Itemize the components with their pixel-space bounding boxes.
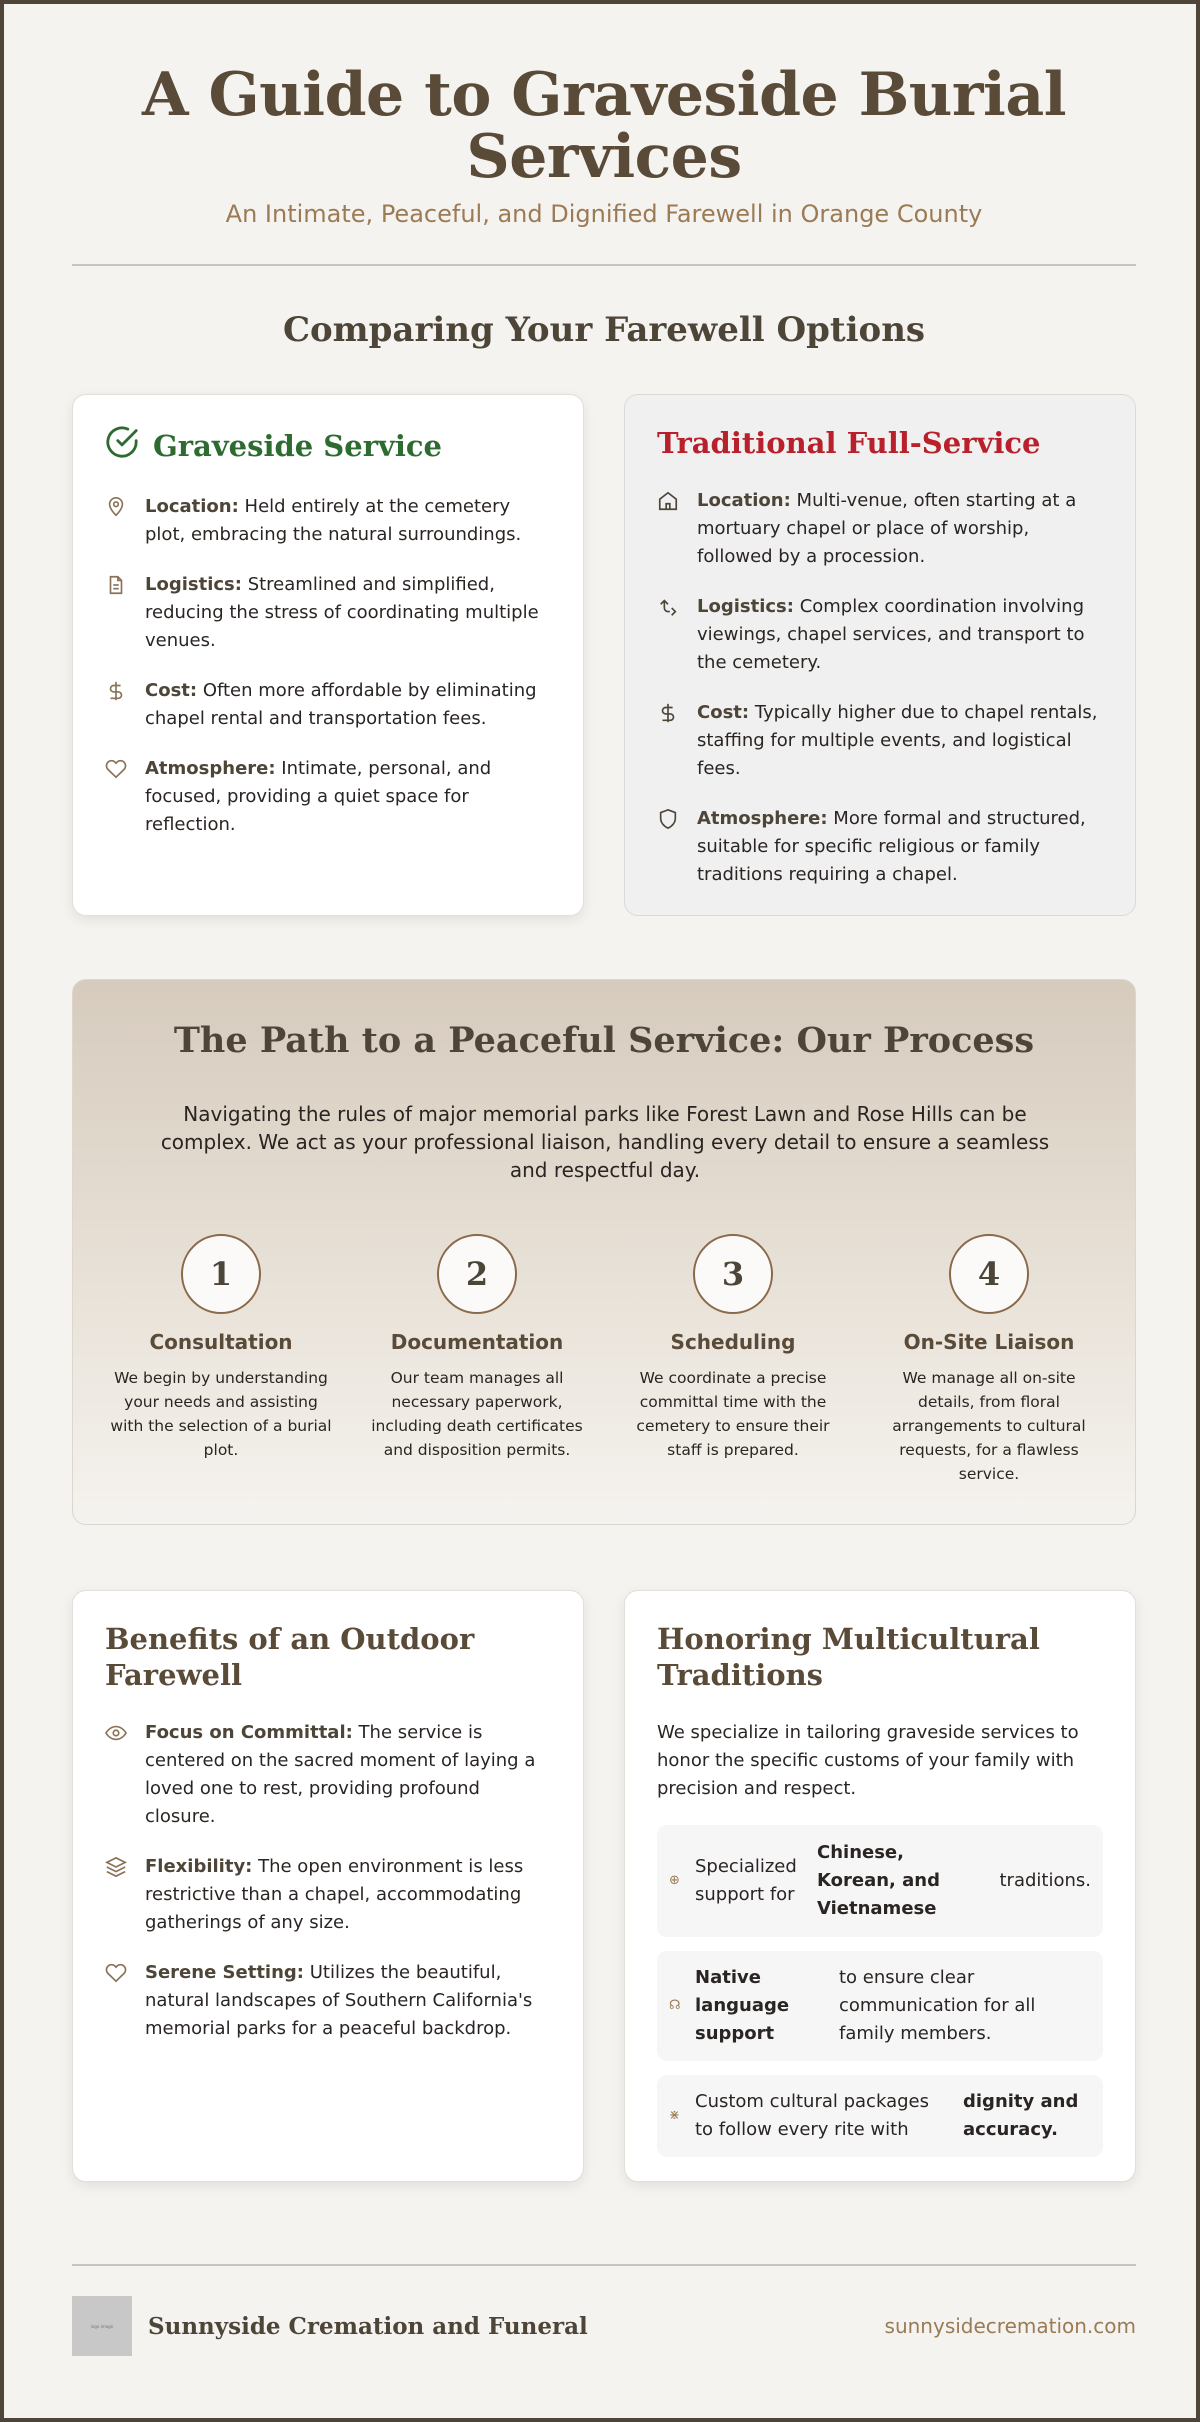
shield-icon xyxy=(657,808,679,889)
traditional-card xyxy=(624,394,1136,916)
header-divider xyxy=(72,264,1136,266)
box-bold-text: Native language support xyxy=(695,1967,790,2044)
box-post-text: traditions. xyxy=(999,1870,1091,1891)
logo-text: logo image xyxy=(90,2323,114,2329)
footer xyxy=(72,2294,1136,2358)
multicultural-box-languages xyxy=(657,1825,1103,1937)
page-header xyxy=(72,60,1136,228)
document-icon xyxy=(105,574,127,655)
comparison-section-title: Comparing Your Farewell Options xyxy=(282,310,926,350)
heart-icon xyxy=(105,758,127,839)
item-text: Multi-venue, often starting at a mortuary chapel or place of worship, followed by a procession. xyxy=(697,490,1077,567)
item-text: Utilizes the beautiful, natural landscapes of Southern California's memorial parks for a peaceful backdrop. xyxy=(145,1962,533,2039)
graveside-item-logistics xyxy=(105,571,551,655)
item-label: Atmosphere: xyxy=(145,758,276,779)
item-text: More formal and structured, suitable for specific religious or family traditions requiring a chapel. xyxy=(697,808,1086,885)
layers-icon xyxy=(105,1856,127,1937)
graveside-item-location xyxy=(105,493,551,549)
step-number: 4 xyxy=(949,1234,1029,1314)
step-text: We manage all on-site details, from floral arrangements to cultural requests, for a flawless service. xyxy=(892,1369,1086,1483)
page-title: A Guide to Graveside Burial Services xyxy=(142,60,1066,192)
box-post-text: to ensure clear communication for all family members. xyxy=(839,1967,1036,2044)
item-text: Streamlined and simplified, reducing the stress of coordinating multiple venues. xyxy=(145,574,539,651)
globe-icon: ⊕ xyxy=(669,1873,680,1888)
step-title: Scheduling xyxy=(670,1330,796,1354)
route-icon xyxy=(657,596,679,677)
process-step xyxy=(861,1234,1117,1486)
home-icon xyxy=(657,490,679,571)
multicultural-card xyxy=(624,1590,1136,2182)
dollar-icon xyxy=(105,680,127,733)
box-pre-text: Custom cultural packages to follow every rite with xyxy=(695,2091,929,2140)
page-subtitle: An Intimate, Peaceful, and Dignified Farewell in Orange County xyxy=(225,200,983,228)
process-intro: Navigating the rules of major memorial parks like Forest Lawn and Rose Hills can be complex. We act as your professional liaison, handling every detail to ensure a seamless and respectful day. xyxy=(160,1102,1050,1182)
process-step xyxy=(93,1234,349,1486)
step-number: 3 xyxy=(693,1234,773,1314)
step-text: We coordinate a precise committal time with the cemetery to ensure their staff is prepared. xyxy=(636,1369,830,1459)
item-text: Complex coordination involving viewings, chapel services, and transport to the cemetery. xyxy=(697,596,1085,673)
graveside-item-cost xyxy=(105,677,551,733)
item-label: Location: xyxy=(697,490,791,511)
traditional-item-cost xyxy=(657,699,1103,783)
step-title: Consultation xyxy=(149,1330,293,1354)
step-title: Documentation xyxy=(390,1330,564,1354)
benefit-item-focus xyxy=(105,1719,551,1831)
benefits-card xyxy=(72,1590,584,2182)
item-text: The service is centered on the sacred moment of laying a loved one to rest, providing profound closure. xyxy=(145,1722,536,1827)
item-label: Flexibility: xyxy=(145,1856,253,1877)
eye-icon xyxy=(105,1722,127,1831)
traditional-card-title xyxy=(657,425,1103,461)
step-number: 1 xyxy=(181,1234,261,1314)
step-text: Our team manages all necessary paperwork, including death certificates and disposition permits. xyxy=(371,1369,583,1459)
item-label: Serene Setting: xyxy=(145,1962,304,1983)
box-pre-text: Specialized support for xyxy=(695,1856,797,1905)
box-bold-text: Chinese, Korean, and Vietnamese xyxy=(817,1842,940,1919)
traditional-item-logistics xyxy=(657,593,1103,677)
graveside-card xyxy=(72,394,584,916)
item-label: Location: xyxy=(145,496,239,517)
graveside-item-atmosphere xyxy=(105,755,551,839)
process-title: The Path to a Peaceful Service: Our Process xyxy=(173,1020,1035,1061)
graveside-card-title xyxy=(105,425,551,467)
benefit-item-setting xyxy=(105,1959,551,2043)
company-logo xyxy=(72,2296,132,2356)
heart-icon xyxy=(105,1962,127,2043)
traditional-item-location xyxy=(657,487,1103,571)
footer-divider xyxy=(72,2264,1136,2266)
item-label: Cost: xyxy=(697,702,750,723)
step-title: On-Site Liaison xyxy=(903,1330,1075,1354)
multicultural-box-native-language xyxy=(657,1951,1103,2061)
item-label: Logistics: xyxy=(145,574,242,595)
box-bold-text: dignity and accuracy. xyxy=(963,2091,1079,2140)
sparkle-icon: ⋇ xyxy=(669,2108,680,2123)
item-text: The open environment is less restrictive than a chapel, accommodating gatherings of any size. xyxy=(145,1856,524,1933)
benefits-card-title: Benefits of an Outdoor Farewell xyxy=(105,1622,475,1692)
company-name: Sunnyside Cremation and Funeral xyxy=(148,2312,588,2340)
item-text: Intimate, personal, and focused, providing a quiet space for reflection. xyxy=(145,758,492,835)
item-label: Atmosphere: xyxy=(697,808,828,829)
step-number: 2 xyxy=(437,1234,517,1314)
benefit-item-flexibility xyxy=(105,1853,551,1937)
traditional-title-text: Traditional Full-Service xyxy=(657,426,1041,460)
step-text: We begin by understanding your needs and assisting with the selection of a burial plot. xyxy=(110,1369,332,1459)
location-pin-icon xyxy=(105,496,127,549)
traditional-item-atmosphere xyxy=(657,805,1103,889)
item-label: Logistics: xyxy=(697,596,794,617)
website-link[interactable]: sunnysidecremation.com xyxy=(884,2314,1136,2338)
item-text: Held entirely at the cemetery plot, embracing the natural surroundings. xyxy=(145,496,522,545)
item-text: Often more affordable by eliminating chapel rental and transportation fees. xyxy=(145,680,537,729)
graveside-title-text: Graveside Service xyxy=(153,429,442,463)
process-steps xyxy=(93,1234,1117,1486)
process-step xyxy=(605,1234,861,1486)
multicultural-card-title: Honoring Multicultural Traditions xyxy=(657,1622,1040,1692)
multicultural-intro: We specialize in tailoring graveside services to honor the specific customs of your family with precision and respect. xyxy=(657,1722,1079,1799)
process-section xyxy=(72,979,1136,1525)
process-step xyxy=(349,1234,605,1486)
multicultural-box-custom-packages xyxy=(657,2075,1103,2157)
item-label: Focus on Committal: xyxy=(145,1722,353,1743)
headset-icon: ☊ xyxy=(669,1998,681,2013)
dollar-icon xyxy=(657,702,679,783)
item-text: Typically higher due to chapel rentals, staffing for multiple events, and logistical fees. xyxy=(697,702,1098,779)
check-circle-icon xyxy=(105,425,139,467)
item-label: Cost: xyxy=(145,680,198,701)
